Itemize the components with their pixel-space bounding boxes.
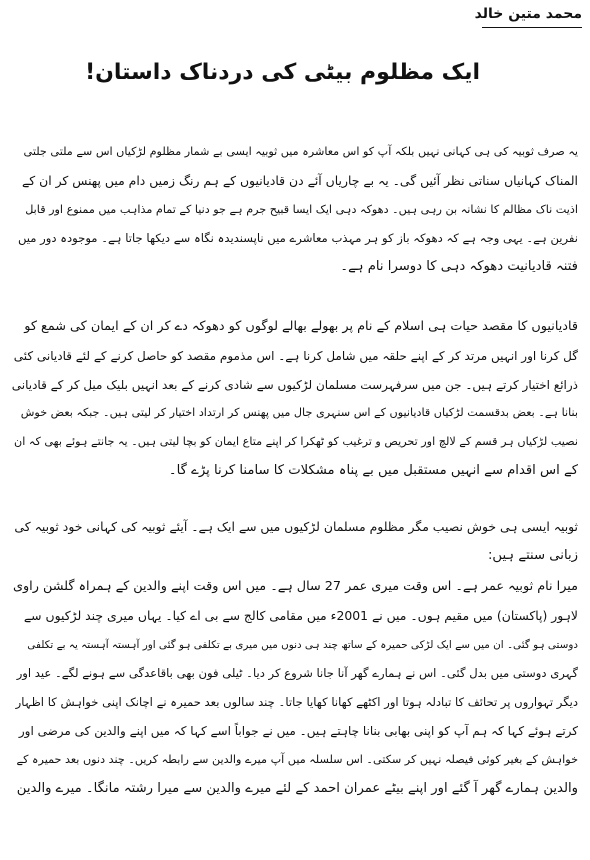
text-line: ثوبیہ ایسی ہی خوش نصیب مگر مظلوم مسلمان لڑکیوں میں سے ایک ہے۔ آیئے ثوبیہ کی کہانی خود ثوبیہ کی <box>14 519 578 534</box>
author-byline: محمد متین خالد <box>474 6 582 22</box>
text-line: والدین ہمارے گھر آ گئے اور اپنے بیٹے عمران احمد کے لئے میرے والدین سے میرا رشتہ مانگا۔ میرے والدین <box>16 780 578 796</box>
text-line: فتنہ قادیانیت دھوکہ دہی کا دوسرا نام ہے۔ <box>340 259 578 275</box>
text-line: المناک کہانیاں سناتی نظر آئیں گی۔ یہ بے چاریاں آئے دن قادیانیوں کے ہم رنگ زمیں دام میں پھنس کر ان کے <box>22 172 578 188</box>
text-line: دیگر تہواروں پر تحائف کا تبادلہ ہوتا اور اکٹھے کھانا کھایا جاتا۔ چند سالوں بعد حمیرہ نے اچانک اپنی خواہش کا اظہار <box>15 695 578 710</box>
article-title: ایک مظلوم بیٹی کی دردناک داستان! <box>85 60 480 85</box>
text-line: نفرین ہے۔ یہی وجہ ہے کہ دھوکہ باز کو ہر مہذب معاشرے میں ناپسندیدہ نگاہ سے دیکھا جاتا ہے۔ موجودہ دور میں <box>17 231 578 246</box>
text-line: کے اس اقدام سے انہیں مستقبل میں بے پناہ مشکلات کا سامنا کرنا پڑے گا۔ <box>168 462 578 478</box>
text-line: زبانی سنتے ہیں: <box>487 547 578 563</box>
text-line: دوستی ہو گئی۔ ان میں سے ایک لڑکی حمیرہ کے ساتھ چند ہی دنوں میں میری بے تکلفی ہو گئی اور آہستہ آہستہ یہ بے تکلفی <box>27 638 578 651</box>
text-line: میرا نام ثوبیہ عمر ہے۔ اس وقت میری عمر 27 سال ہے۔ میں اس وقت اپنے والدین کے ہمراہ گلشن راوی <box>12 579 578 594</box>
text-line: بنانا ہے۔ بعض بدقسمت لڑکیاں قادیانیوں کے اس سنہری جال میں پھنس کر ارتداد اختیار کر لیتی ہیں۔ جبکہ بعض خوش <box>20 406 578 420</box>
text-line: نصیب لڑکیاں ہر قسم کے لالچ اور تحریص و ترغیب کو ٹھکرا کر اپنے متاع ایمان کو بچا لیتی ہیں۔ یہ جانتے ہوئے بھی کہ ان <box>14 435 578 449</box>
text-line: یہ صرف ثوبیہ کی ہی کہانی نہیں بلکہ آپ کو اس معاشرہ میں ثوبیہ ایسی بے شمار مظلوم لڑکیاں اس سے ملتی جلتی <box>23 145 578 158</box>
paragraph-3 <box>12 513 578 571</box>
text-line: گل کرنا اور انہیں مرتد کر کے اپنے حلقہ میں شامل کرنا ہے۔ اس مذموم مقصد کو حاصل کرنے کے لئے قادیانی کئی <box>13 348 578 363</box>
text-line: کرتے ہوئے کہا کہ ہم آپ کو اپنی بھابی بنانا چاہتے ہیں۔ میں نے جواباً اسے کہا کہ میں اپنے والدین کی مرضی اور <box>18 723 578 738</box>
paragraph-1 <box>12 138 578 282</box>
text-line: لاہور (پاکستان) میں مقیم ہوں۔ میں نے 2001ء میں مقامی کالج سے بی اے کیا۔ یہاں میری چند لڑکیوں سے <box>23 607 578 623</box>
paragraph-2 <box>12 313 578 486</box>
text-line: قادیانیوں کا مقصد حیات ہی اسلام کے نام پر بھولے بھالے لوگوں کو دھوکہ دے کر ان کے ایمان کی شمع کو <box>24 319 578 334</box>
text-line: خواہش کے بغیر کوئی فیصلہ نہیں کر سکتی۔ اس سلسلہ میں آپ میرے والدین سے رابطہ کریں۔ چند دنوں بعد حمیرہ کے <box>16 752 578 766</box>
text-line: گہری دوستی میں بدل گئی۔ اس نے ہمارے گھر آنا جانا شروع کر دیا۔ ٹیلی فون بھی باقاعدگی سے ہونے لگے۔ عید اور <box>16 666 578 681</box>
text-line: اذیت ناک مظالم کا نشانہ بن رہی ہیں۔ دھوکہ دہی ایک ایسا قبیح جرم ہے جو دنیا کے تمام مذاہب میں ممنوع اور قابل <box>25 202 578 216</box>
byline-underline <box>482 27 582 28</box>
text-line: ذرائع اختیار کرتے ہیں۔ جن میں سرفہرست مسلمان لڑکیوں سے شادی کرنے کے بعد انہیں بلیک میل کر کے قادیانی <box>12 377 578 392</box>
paragraph-4 <box>12 573 578 803</box>
